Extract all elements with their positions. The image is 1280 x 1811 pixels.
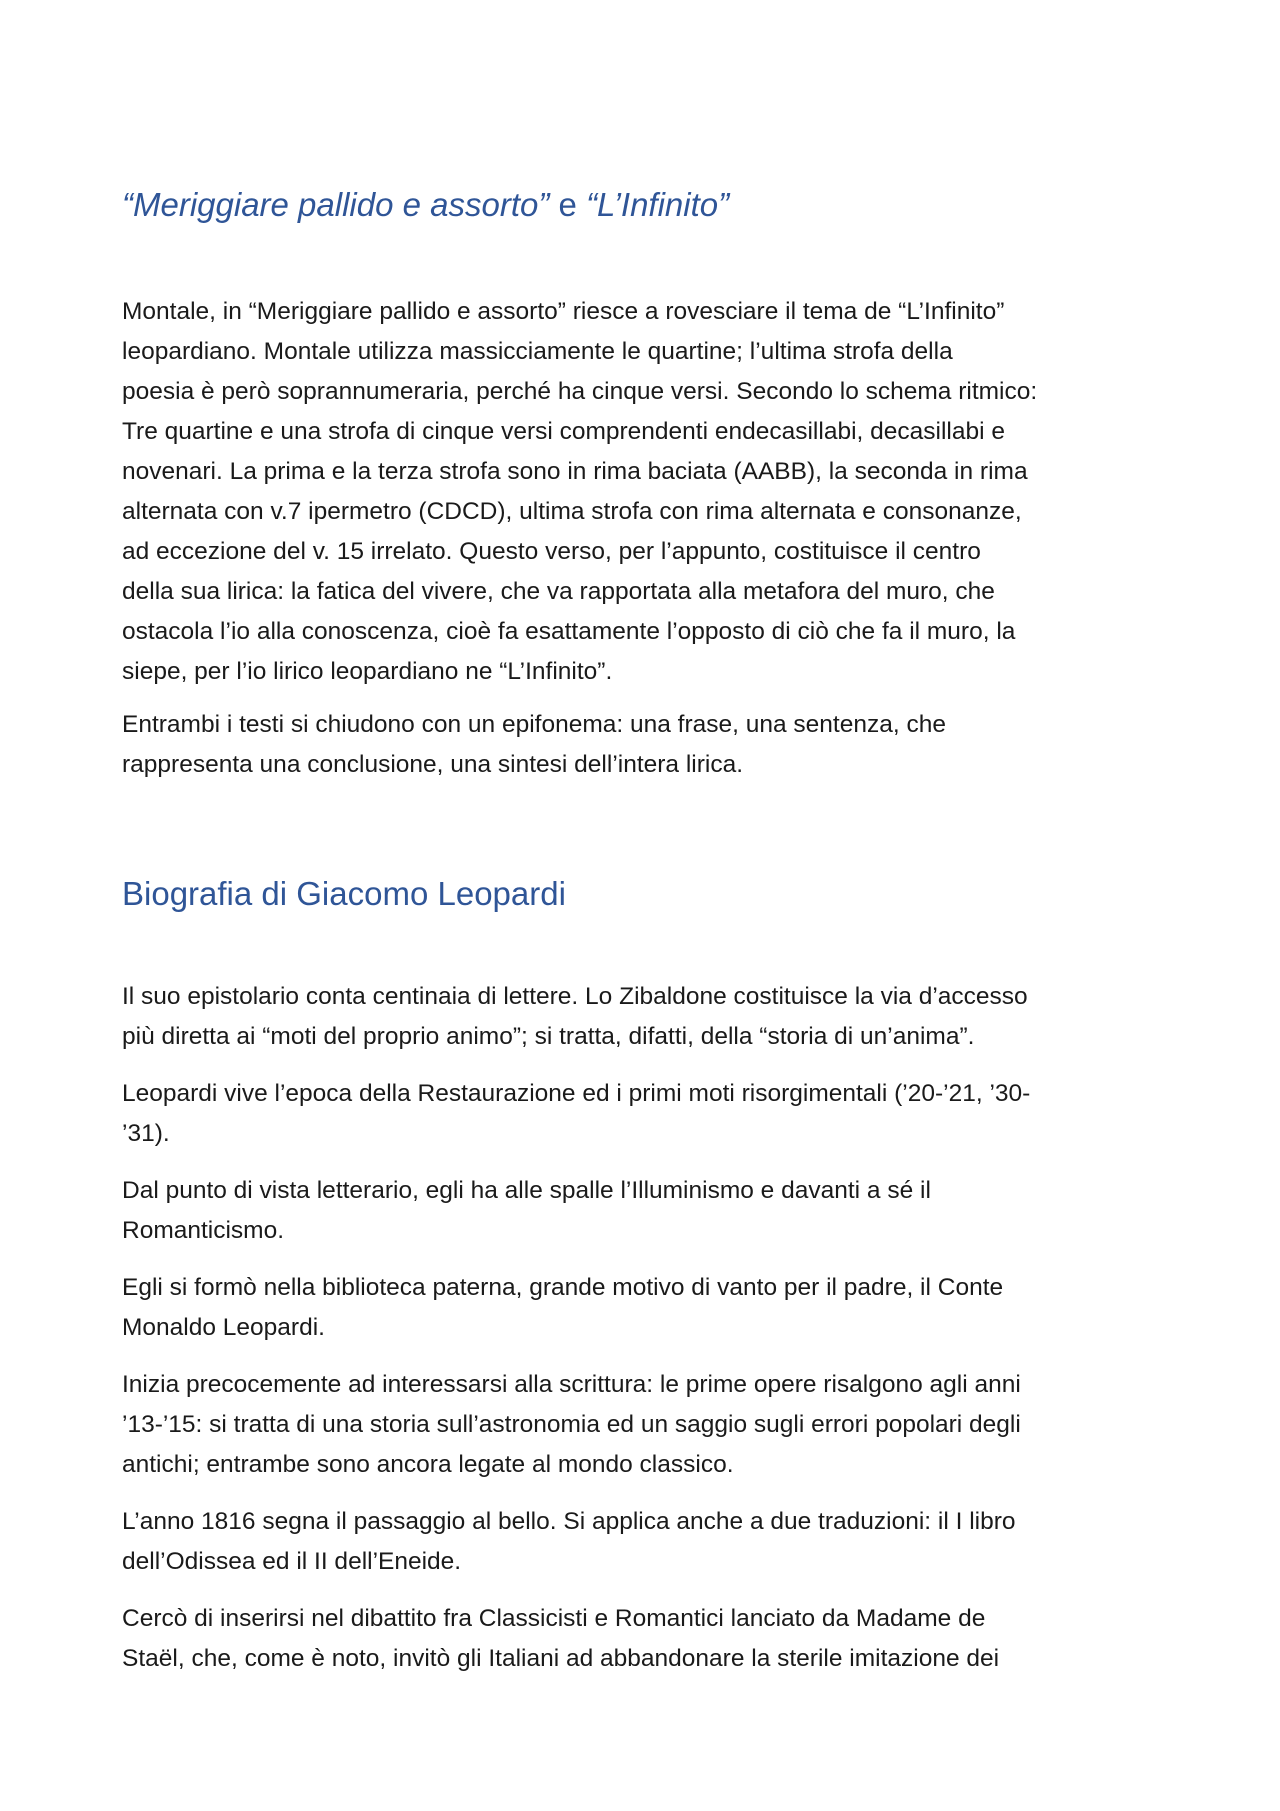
text-line: della sua lirica: la fatica del vivere, che va rapportata alla metafora del muro, che	[122, 578, 995, 605]
text-line: dell’Odissea ed il II dell’Eneide.	[122, 1548, 462, 1575]
paragraph-prime-opere	[122, 1365, 1167, 1485]
text-line: poesia è però soprannumeraria, perché ha cinque versi. Secondo lo schema ritmico:	[122, 378, 1038, 405]
text-line: più diretta ai “moti del proprio animo”; si tratta, difatti, della “storia di un’anima”.	[122, 1023, 975, 1050]
paragraph-illuminismo	[122, 1171, 1167, 1251]
text-line: novenari. La prima e la terza strofa sono in rima baciata (AABB), la seconda in rima	[122, 458, 1028, 485]
text-line: ostacola l’io alla conoscenza, cioè fa esattamente l’opposto di ciò che fa il muro, la	[122, 618, 1016, 645]
text-line: Cercò di inserirsi nel dibattito fra Classicisti e Romantici lanciato da Madame de	[122, 1605, 986, 1632]
paragraph-montale-analysis	[122, 292, 1167, 692]
text-line: Romanticismo.	[122, 1217, 285, 1244]
text-line: leopardiano. Montale utilizza massicciamente le quartine; l’ultima strofa della	[122, 338, 953, 365]
heading-conjunction: e	[549, 186, 587, 223]
text-line: alternata con v.7 ipermetro (CDCD), ultima strofa con rima alternata e consonanze,	[122, 498, 1022, 525]
heading-title-meriggiare: “Meriggiare pallido e assorto”	[122, 186, 550, 223]
paragraph-epifonema	[122, 705, 1167, 785]
text-line: Leopardi vive l’epoca della Restaurazione ed i primi moti risorgimentali (’20-’21, ’30-	[122, 1080, 1031, 1107]
text-line: Montale, in “Meriggiare pallido e assorto” riesce a rovesciare il tema de “L’Infinito”	[122, 298, 1005, 325]
paragraph-dibattito	[122, 1599, 1167, 1679]
paragraph-restaurazione	[122, 1074, 1167, 1154]
text-line: Entrambi i testi si chiudono con un epifonema: una frase, una sentenza, che	[122, 711, 946, 738]
text-line: Monaldo Leopardi.	[122, 1314, 325, 1341]
text-line: Inizia precocemente ad interessarsi alla scrittura: le prime opere risalgono agli anni	[122, 1371, 1021, 1398]
text-line: Dal punto di vista letterario, egli ha alle spalle l’Illuminismo e davanti a sé il	[122, 1177, 931, 1204]
text-line: Il suo epistolario conta centinaia di lettere. Lo Zibaldone costituisce la via d’accesso	[122, 983, 1028, 1010]
heading-title-infinito: “L’Infinito”	[586, 186, 730, 223]
text-line: antichi; entrambe sono ancora legate al mondo classico.	[122, 1451, 734, 1478]
text-line: ’13-’15: si tratta di una storia sull’astronomia ed un saggio sugli errori popolari degli	[122, 1411, 1021, 1438]
text-line: ’31).	[122, 1120, 170, 1147]
paragraph-epistolario	[122, 977, 1167, 1057]
text-line: Staël, che, come è noto, invitò gli Italiani ad abbandonare la sterile imitazione dei	[122, 1645, 1000, 1672]
paragraph-1816	[122, 1502, 1167, 1582]
section-heading-meriggiare	[122, 185, 729, 225]
text-line: L’anno 1816 segna il passaggio al bello. Si applica anche a due traduzioni: il I libro	[122, 1508, 1016, 1535]
section-heading-biografia: Biografia di Giacomo Leopardi	[122, 875, 566, 912]
text-line: rappresenta una conclusione, una sintesi dell’intera lirica.	[122, 751, 744, 778]
text-line: Tre quartine e una strofa di cinque versi comprendenti endecasillabi, decasillabi e	[122, 418, 1005, 445]
paragraph-biblioteca	[122, 1268, 1167, 1348]
text-line: ad eccezione del v. 15 irrelato. Questo verso, per l’appunto, costituisce il centro	[122, 538, 981, 565]
text-line: Egli si formò nella biblioteca paterna, grande motivo di vanto per il padre, il Conte	[122, 1274, 1004, 1301]
text-line: siepe, per l’io lirico leopardiano ne “L’Infinito”.	[122, 658, 613, 685]
